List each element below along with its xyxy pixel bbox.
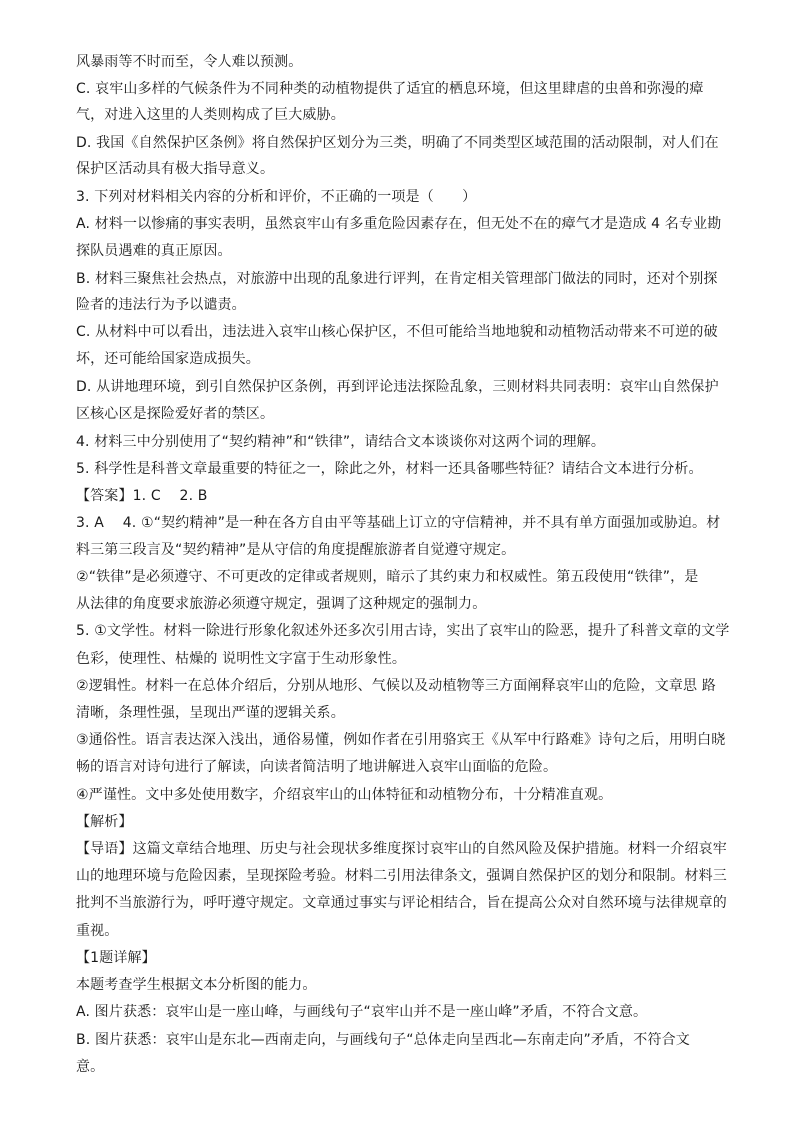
analysis-heading: 【解析】 [76, 814, 133, 830]
q1-detail-heading: 【1题详解】 [76, 950, 156, 966]
text-line: ②逻辑性。材料一在总体介绍后，分别从地形、气候以及动植物等三方面阐释哀牢山的危险，文章思 路 [76, 678, 716, 694]
text-line: A. 材料一以惨痛的事实表明，虽然哀牢山有多重危险因素存在，但无处不在的瘴气才是造成 4 名专业勘 [76, 216, 722, 232]
text-line: 探队员遇难的真正原因。 [76, 243, 232, 259]
text-line: 意。 [76, 1059, 105, 1075]
text-line: 保护区活动具有极大指导意义。 [76, 161, 275, 177]
question-4: 4. 材料三中分别使用了“契约精神”和“铁律”，请结合文本谈谈你对这两个词的理解。 [76, 434, 605, 450]
text-line: 料三第三段言及“契约精神”是从守信的角度提醒旅游者自觉遵守规定。 [76, 542, 516, 558]
text-line: 【导语】这篇文章结合地理、历史与社会现状多维度探讨哀牢山的自然风险及保护措施。材料一介绍哀牢 [76, 841, 727, 857]
text-line: 色彩，使理性、枯燥的 说明性文字富于生动形象性。 [76, 651, 407, 667]
text-line: 区核心区是探险爱好者的禁区。 [76, 406, 275, 422]
text-line: B. 图片获悉：哀牢山是东北—西南走向，与画线句子“总体走向呈西北—东南走向”矛盾，不符合文 [76, 1032, 690, 1048]
text-line: A. 图片获悉：哀牢山是一座山峰，与画线句子“哀牢山并不是一座山峰”矛盾，不符合文意。 [76, 1004, 648, 1020]
text-line: 气，对进入这里的人类则构成了巨大威胁。 [76, 107, 345, 123]
question-5: 5. 科学性是科普文章最重要的特征之一，除此之外，材料一还具备哪些特征？请结合文本进行分析。 [76, 461, 703, 477]
text-line: 本题考查学生根据文本分析图的能力。 [76, 977, 317, 993]
text-line: 畅的语言对诗句进行了解读，向读者简洁明了地讲解进入哀牢山面临的危险。 [76, 759, 558, 775]
text-line: 从法律的角度要求旅游必须遵守规定，强调了这种规定的强制力。 [76, 596, 487, 612]
text-line: 坏，还可能给国家造成损失。 [76, 351, 260, 367]
text-line: 险者的违法行为予以谴责。 [76, 297, 246, 313]
text-line: D. 从讲地理环境，到引自然保护区条例，再到评论违法探险乱象，三则材料共同表明：哀牢山自然保护 [76, 379, 719, 395]
text-line: 重视。 [76, 923, 119, 939]
text-line: D. 我国《自然保护区条例》将自然保护区划分为三类，明确了不同类型区域范围的活动限制，对人们在 [76, 135, 719, 151]
text-line: 3. A 4. ①“契约精神”是一种在各方自由平等基础上订立的守信精神，并不具有单方面强加或胁迫。材 [76, 515, 721, 531]
text-line: 批判不当旅游行为，呼吁遵守规定。文章通过事实与评论相结合，旨在提高公众对自然环境与法律规章的 [76, 895, 727, 911]
text-line: 清晰，条理性强，呈现出严谨的逻辑关系。 [76, 705, 345, 721]
text-line: ③通俗性。语言表达深入浅出，通俗易懂，例如作者在引用骆宾王《从军中行路难》诗句之后，用明白晓 [76, 732, 726, 748]
answer-heading: 【答案】1. C 2. B [76, 488, 208, 504]
text-line: 风暴雨等不时而至，令人难以预测。 [76, 54, 303, 70]
text-line: 5. ①文学性。材料一除进行形象化叙述外还多次引用古诗，实出了哀牢山的险恶，提升了科普文章的文学 [76, 623, 730, 639]
question-3: 3. 下列对材料相关内容的分析和评价，不正确的一项是（ ） [76, 189, 477, 205]
text-line: C. 哀牢山多样的气候条件为不同种类的动植物提供了适宜的栖息环境，但这里肆虐的虫兽和弥漫的瘴 [76, 81, 704, 97]
text-line: B. 材料三聚焦社会热点，对旅游中出现的乱象进行评判，在肯定相关管理部门做法的同时，还对个别探 [76, 271, 718, 287]
text-line: C. 从材料中可以看出，违法进入哀牢山核心保护区，不但可能给当地地貌和动植物活动带来不可逆的破 [76, 324, 718, 340]
text-line: ④严谨性。文中多处使用数字，介绍哀牢山的山体特征和动植物分布，十分精准直观。 [76, 787, 613, 803]
text-line: ②“铁律”是必须遵守、不可更改的定律或者规则，暗示了其约束力和权威性。第五段使用“铁律”，是 [76, 569, 699, 585]
text-line: 山的地理环境与危险因素，呈现探险考验。材料二引用法律条文，强调自然保护区的划分和限制。材料三 [76, 868, 727, 884]
